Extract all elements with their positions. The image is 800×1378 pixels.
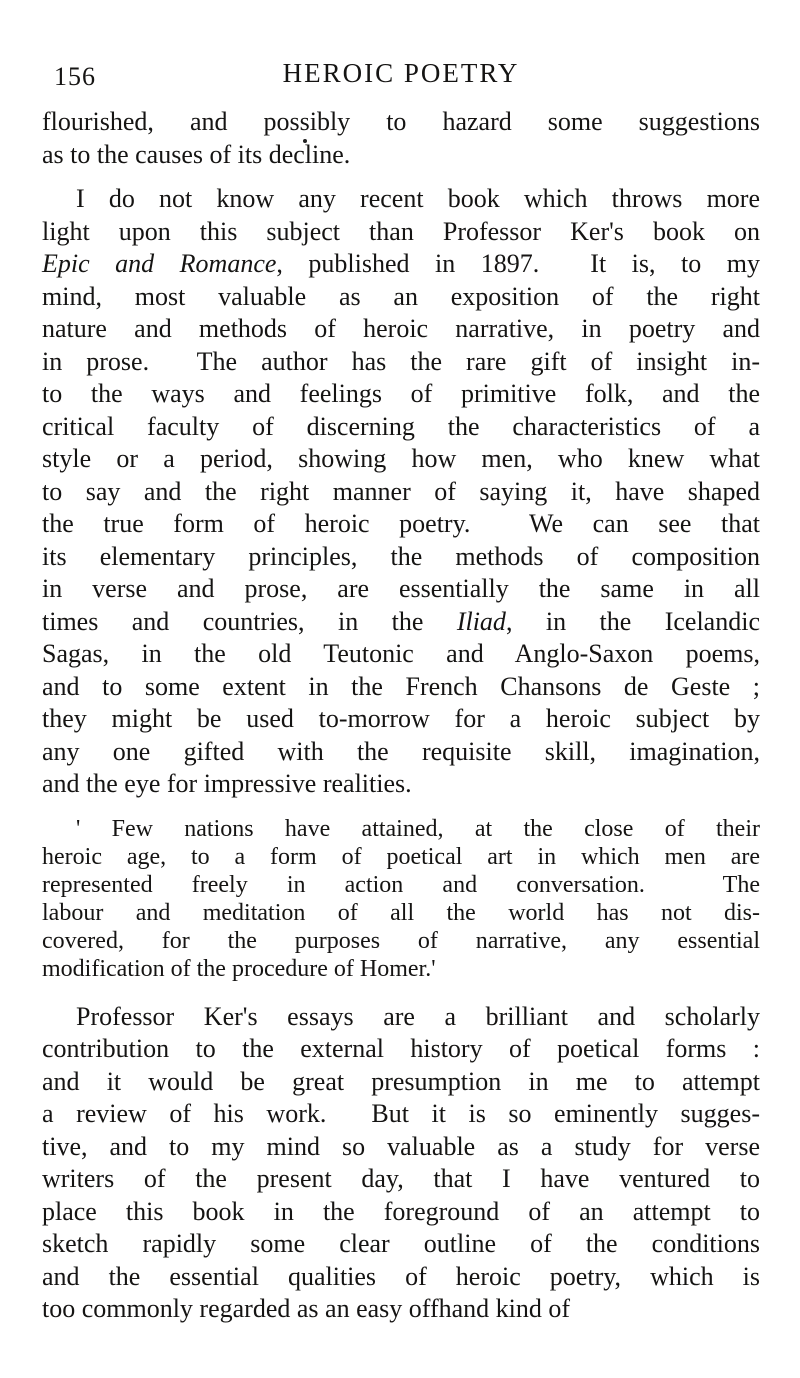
text-line xyxy=(42,1261,760,1294)
text-line xyxy=(42,1228,760,1261)
text-segment: heroic age, to a form of poetical art in which men are xyxy=(42,843,760,870)
text-segment: represented freely in action and conversation. The xyxy=(42,871,760,898)
text-line xyxy=(42,871,760,899)
text-line xyxy=(42,1196,760,1229)
text-line xyxy=(42,541,760,574)
page-header xyxy=(42,58,760,94)
text-segment: contribution to the external history of poetical forms : xyxy=(42,1034,760,1063)
text-segment: style or a period, showing how men, who knew what xyxy=(42,444,760,473)
text-line xyxy=(42,476,760,509)
text-segment: its elementary principles, the methods of composition xyxy=(42,541,760,571)
text-line xyxy=(42,1098,760,1131)
page-number: 156 xyxy=(54,62,96,91)
text-line xyxy=(42,671,760,704)
text-segment: covered, for the purposes of narrative, any essential xyxy=(42,927,760,954)
text-line xyxy=(42,899,760,927)
text-line xyxy=(42,1033,760,1066)
text-line xyxy=(42,955,760,983)
text-segment: the true form of heroic poetry. We can see that xyxy=(42,509,760,538)
text-line xyxy=(42,139,760,172)
text-segment: sketch rapidly some clear outline of the conditions xyxy=(42,1229,760,1258)
text-line xyxy=(42,378,760,411)
text-line xyxy=(42,346,760,379)
text-line xyxy=(42,815,760,843)
text-segment: labour and meditation of all the world has not dis- xyxy=(42,899,760,926)
text-segment: in verse and prose, are essentially the same in all xyxy=(42,574,760,603)
text-line xyxy=(42,183,760,216)
paragraph xyxy=(42,183,760,801)
text-line xyxy=(42,1066,760,1099)
text-segment: , in the Icelandic xyxy=(505,606,760,636)
text-segment: times and countries, in the xyxy=(42,606,457,636)
text-segment: any one gifted with the requisite skill, imagination, xyxy=(42,736,760,766)
text-line xyxy=(42,606,760,639)
text-segment: to the ways and feelings of primitive folk, and the xyxy=(42,379,760,408)
text-line xyxy=(42,573,760,606)
text-line xyxy=(42,281,760,314)
text-line xyxy=(42,638,760,671)
text-line xyxy=(42,1163,760,1196)
text-line xyxy=(42,768,760,801)
text-segment: tive, and to my mind so valuable as a study for verse xyxy=(42,1131,760,1161)
text-line xyxy=(42,1293,760,1326)
text-line xyxy=(42,1001,760,1034)
text-block xyxy=(42,106,760,1338)
paragraph xyxy=(42,1001,760,1326)
text-segment: Sagas, in the old Teutonic and Anglo-Saxon poems, xyxy=(42,639,760,668)
running-title: HEROIC POETRY xyxy=(282,58,520,88)
block-quote xyxy=(42,815,760,983)
text-line xyxy=(42,703,760,736)
text-line xyxy=(42,508,760,541)
text-line xyxy=(42,736,760,769)
text-segment: and the eye for impressive realities. xyxy=(42,769,412,798)
text-segment: mind, most valuable as an exposition of the right xyxy=(42,281,760,311)
text-segment: place this book in the foreground of an attempt to xyxy=(42,1196,760,1226)
text-segment: critical faculty of discerning the characteristics of a xyxy=(42,411,760,441)
text-line xyxy=(42,411,760,444)
text-line xyxy=(42,1131,760,1164)
text-line xyxy=(42,106,760,139)
text-segment: they might be used to-morrow for a heroic subject by xyxy=(42,704,760,733)
text-segment: modification of the procedure of Homer.' xyxy=(42,955,436,982)
text-line xyxy=(42,216,760,249)
text-line xyxy=(42,843,760,871)
text-segment: to say and the right manner of saying it, have shaped xyxy=(42,476,760,506)
text-segment: and to some extent in the French Chansons de Geste ; xyxy=(42,671,760,701)
text-segment: Professor Ker's essays are a brilliant and scholarly xyxy=(76,1001,760,1031)
text-line xyxy=(42,313,760,346)
text-segment: writers of the present day, that I have ventured to xyxy=(42,1164,760,1193)
paragraph xyxy=(42,106,760,171)
text-segment: too commonly regarded as an easy offhand kind of xyxy=(42,1294,571,1323)
italic-text-segment: Epic and Romance xyxy=(42,249,277,278)
text-segment: flourished, and possibly to hazard some suggestions xyxy=(42,107,760,136)
italic-text-segment: Iliad xyxy=(456,606,506,636)
text-line xyxy=(42,927,760,955)
text-segment: nature and methods of heroic narrative, in poetry and xyxy=(42,314,760,343)
text-segment: as to the causes of its decline. xyxy=(42,139,351,169)
text-segment: in prose. The author has the rare gift of insight in- xyxy=(42,346,760,376)
text-line xyxy=(42,248,760,281)
text-segment: and it would be great presumption in me to attempt xyxy=(42,1066,760,1096)
text-segment: and the essential qualities of heroic poetry, which is xyxy=(42,1261,760,1291)
text-segment: , published in 1897. It is, to my xyxy=(276,249,760,278)
text-segment: light upon this subject than Professor Ker's book on xyxy=(42,216,760,246)
text-segment: I do not know any recent book which throws more xyxy=(76,184,760,213)
text-segment: ' Few nations have attained, at the close of their xyxy=(76,815,760,842)
text-line xyxy=(42,443,760,476)
text-segment: a review of his work. But it is so eminently sugges- xyxy=(42,1099,760,1128)
